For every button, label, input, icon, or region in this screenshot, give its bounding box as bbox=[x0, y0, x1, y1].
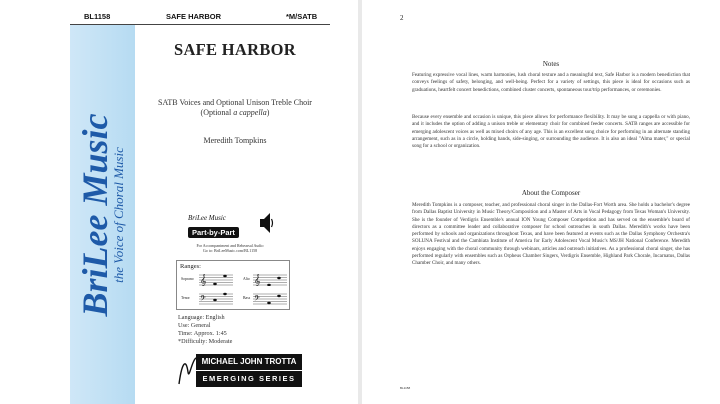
tenor-staff bbox=[199, 291, 233, 305]
header-voicing: *M/SATB bbox=[286, 12, 318, 21]
notes-paragraph-1: Featuring expressive vocal lines, warm harmonies, lush choral texture and a meaningful text, Safe Harbor is a modern benediction that conveys feelings of safety, belonging, and well-being. Perfect for a variety of settings, this piece is ideal for occasions such as graduations, heartfelt concert benedictions, combined cluster concerts, spontaneous tour/trip performances, or ceremonies. bbox=[412, 72, 690, 93]
composer-paragraph: Meredith Tompkins is a composer, teacher, and professional choral singer in the Dallas-Fort Worth area. She holds a bachelor's degree from Dallas Baptist University in Music Theory/Composition and a Master of Arts in Vocal Pedagogy from Texas Woman's University. She is the founder of Verdigris Ensemble's annual ION Young Composer Competition and has served on the ensemble's board of directors as a committee leader and collaborative composer for school outreaches in south Dallas. Meredith's works have been performed by schools and organizations throughout Texas, and have been featured at events such as the Dallas Symphony Orchestra's SOLUNA Festival and the Cambiata Institute of America for Early Adolescent Vocal Music's MS/JH National Conference. Meredith enjoys engaging with the choral community through webinars, articles and outreach initiatives. As a professional choral singer, she has performed regularly with ensembles such as Orpheus Chamber Singers, Verdigris Ensemble, Highland Park Chorale, Incarnatus, Dallas Chamber Choir, and many others. bbox=[412, 202, 690, 267]
composer-heading: About the Composer bbox=[521, 189, 581, 197]
catalog-code: BL1158 bbox=[84, 12, 111, 21]
alto-staff bbox=[253, 272, 287, 286]
pbp-label: Part-by-Part bbox=[188, 227, 239, 238]
soprano-staff bbox=[199, 272, 233, 286]
speaker-icon bbox=[260, 212, 274, 234]
notes-page bbox=[362, 0, 720, 404]
language-info: Language: English bbox=[178, 314, 225, 321]
svg-text:𝄢: 𝄢 bbox=[200, 295, 206, 305]
composer-name: Meredith Tompkins bbox=[203, 136, 267, 145]
logo-line1: MICHAEL JOHN TROTTA bbox=[196, 354, 302, 370]
svg-text:𝄞: 𝄞 bbox=[254, 274, 261, 286]
svg-text:𝄢: 𝄢 bbox=[254, 295, 260, 305]
signature-mark-icon bbox=[176, 354, 198, 388]
voicing-line1: SATB Voices and Optional Unison Treble Choir bbox=[158, 98, 312, 107]
time-info: Time: Approx. 1:45 bbox=[178, 330, 227, 337]
bass-staff bbox=[253, 291, 287, 305]
svg-text:𝄞: 𝄞 bbox=[200, 274, 207, 286]
notes-paragraph-2: Because every ensemble and occasion is unique, this piece allows for performance flexibility. It may be sung a cappella or with piano, and it includes the option of adding a unison treble or elementary choir for combined feeder concerts. SATB ranges are accessible for emerging adolescent voices as well as mixed choirs of any age. This is an excellent song choice for performing in an alternate standing arrangement, such as in a circle, holding hands, side-singing, or surrounding the audience. It is also an ideal "Alma mater," or special song for a school or organization. bbox=[412, 114, 690, 150]
range-soprano-label: Soprano bbox=[181, 277, 194, 281]
pbp-brand: BriLee Music bbox=[188, 214, 226, 222]
page-footer-code: BL1158 bbox=[400, 386, 411, 390]
page-number: 2 bbox=[400, 14, 404, 22]
brand-name: BriLee Music bbox=[75, 113, 115, 317]
vocal-ranges-box bbox=[176, 260, 290, 310]
range-tenor-label: Tenor bbox=[181, 296, 190, 300]
ranges-title: Ranges: bbox=[180, 263, 201, 270]
range-alto-label: Alto bbox=[243, 277, 250, 281]
audio-line1: For Accompaniment and Rehearsal Audio bbox=[196, 243, 264, 248]
header-title: SAFE HARBOR bbox=[166, 12, 222, 21]
series-logo bbox=[176, 352, 302, 388]
brand-spine-text bbox=[75, 113, 126, 317]
notes-heading: Notes bbox=[542, 60, 560, 68]
difficulty-info: *Difficulty: Moderate bbox=[178, 338, 233, 345]
range-bass-label: Bass bbox=[243, 296, 251, 300]
audio-line2: Go to: BriLeeMusic.com/BL1158 bbox=[202, 248, 258, 253]
cover-title: SAFE HARBOR bbox=[173, 40, 297, 59]
cover-page bbox=[0, 0, 358, 404]
cover-header bbox=[0, 0, 358, 24]
use-info: Use: General bbox=[178, 322, 211, 329]
voicing-line2: (Optional a cappella) bbox=[200, 108, 270, 117]
logo-line2: EMERGING SERIES bbox=[196, 371, 302, 387]
brand-tagline: the Voice of Choral Music bbox=[111, 147, 126, 283]
